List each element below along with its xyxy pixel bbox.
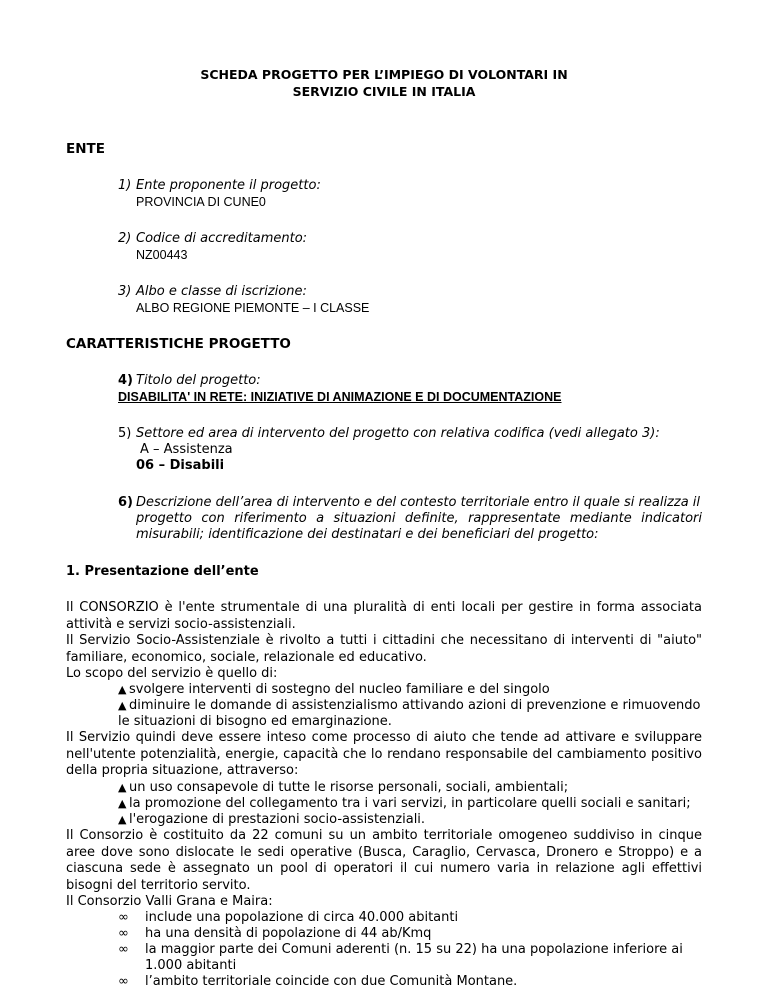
question-5-label: Settore ed area di intervento del progetto con relativa codifica (vedi allegato 3): <box>136 426 660 441</box>
list-item: ▲ la promozione del collegamento tra i vari servizi, in particolare quelli sociali e sanitari; <box>118 796 691 811</box>
infinity-bullet-icon: ∞ <box>118 974 129 989</box>
bullet-icon: ▲ <box>118 699 127 712</box>
paragraph-servizio: Il Servizio Socio-Assistenziale è rivolto a tutti i cittadini che necessitano di interventi di "aiuto" familiare, economico, sociale, relazionale ed educativo. <box>66 633 702 665</box>
infinity-bullet-icon: ∞ <box>118 942 129 957</box>
infinity-bullet-icon: ∞ <box>118 910 129 925</box>
paragraph-comuni: Il Consorzio è costituito da 22 comuni su un ambito territoriale omogeneo suddiviso in cinque aree dove sono dislocate le sedi operative (Busca, Caraglio, Cervasca, Dronero e Stroppo) e a ciascuna sede è assegnato un pool di operatori il cui numero varia in relazione agli effettivi bisogni del territorio servito. <box>66 828 702 893</box>
question-3 <box>118 284 307 300</box>
list-item: ▲ diminuire le domande di assistenzialismo attivando azioni di prevenzione e rimuovendo <box>118 698 701 713</box>
list-item: ∞ la maggior parte dei Comuni aderenti (n. 15 su 22) ha una popolazione inferiore ai <box>118 942 683 957</box>
question-6-line-2: progetto con riferimento a situazioni definite, rappresentate mediante indicatori <box>136 511 702 526</box>
list-item: ∞ ha una densità di popolazione di 44 ab/Kmq <box>118 926 432 941</box>
question-6-line-1: 6) Descrizione dell’area di intervento e del contesto territoriale entro il quale si realizza il <box>118 495 701 510</box>
question-5-value-sector: A – Assistenza <box>140 442 233 457</box>
infinity-bullet-icon: ∞ <box>118 926 129 941</box>
list-item: ▲ un uso consapevole di tutte le risorse personali, sociali, ambientali; <box>118 780 569 795</box>
document-title-line-1: SCHEDA PROGETTO PER L’IMPIEGO DI VOLONTARI IN <box>200 67 568 82</box>
list-item: ∞ include una popolazione di circa 40.000 abitanti <box>118 910 459 925</box>
section-heading-presentazione: 1. Presentazione dell’ente <box>66 564 259 579</box>
list-item-continuation: 1.000 abitanti <box>145 958 237 973</box>
question-4-label: Titolo del progetto: <box>136 373 261 388</box>
question-2-value: NZ00443 <box>136 248 188 262</box>
question-3-label: Albo e classe di iscrizione: <box>136 284 307 299</box>
paragraph-consorzio-valli: Il Consorzio Valli Grana e Maira: <box>66 894 273 909</box>
question-1-label: Ente proponente il progetto: <box>136 178 321 193</box>
list-item: ▲ svolgere interventi di sostegno del nucleo familiare e del singolo <box>118 682 550 697</box>
section-heading-ente: ENTE <box>66 141 105 157</box>
section-heading-caratteristiche: CARATTERISTICHE PROGETTO <box>66 336 291 352</box>
bullet-icon: ▲ <box>118 797 127 810</box>
bullet-icon: ▲ <box>118 683 127 696</box>
question-1-number: 1) <box>118 178 132 193</box>
question-1-value: PROVINCIA DI CUNE0 <box>136 195 266 209</box>
question-1 <box>118 178 321 194</box>
question-6-line-3: misurabili; identificazione dei destinatari e dei beneficiari del progetto: <box>136 527 599 542</box>
question-4-number: 4) <box>118 373 133 388</box>
paragraph-scopo: Lo scopo del servizio è quello di: <box>66 666 278 681</box>
question-5 <box>118 426 660 442</box>
question-4 <box>118 373 261 389</box>
question-2-label: Codice di accreditamento: <box>136 231 308 246</box>
list-item: ▲ l'erogazione di prestazioni socio-assistenziali. <box>118 812 426 827</box>
list-item: ∞ l’ambito territoriale coincide con due Comunità Montane. <box>118 974 518 989</box>
question-6-number: 6) <box>118 495 133 510</box>
bullet-icon: ▲ <box>118 813 127 826</box>
question-4-value: DISABILITA' IN RETE: INIZIATIVE DI ANIMAZIONE E DI DOCUMENTAZIONE <box>118 390 562 404</box>
question-5-value-area: 06 – Disabili <box>136 458 225 473</box>
paragraph-processo: Il Servizio quindi deve essere inteso come processo di aiuto che tende ad attivare e sviluppare nell'utente potenzialità, energie, capacità che lo rendano responsabile del cambiamento positivo della propria situazione, attraverso: <box>66 730 702 778</box>
bullet-icon: ▲ <box>118 781 127 794</box>
question-3-value: ALBO REGIONE PIEMONTE – I CLASSE <box>136 301 370 315</box>
question-3-number: 3) <box>118 284 132 299</box>
list-item-continuation: le situazioni di bisogno ed emarginazione. <box>118 714 392 729</box>
question-5-number: 5) <box>118 426 132 441</box>
document-title-line-2: SERVIZIO CIVILE IN ITALIA <box>292 84 476 99</box>
question-2 <box>118 231 307 247</box>
paragraph-consorzio: Il CONSORZIO è l'ente strumentale di una pluralità di enti locali per gestire in forma associata attività e servizi socio-assistenziali. <box>66 600 702 632</box>
question-2-number: 2) <box>118 231 132 246</box>
